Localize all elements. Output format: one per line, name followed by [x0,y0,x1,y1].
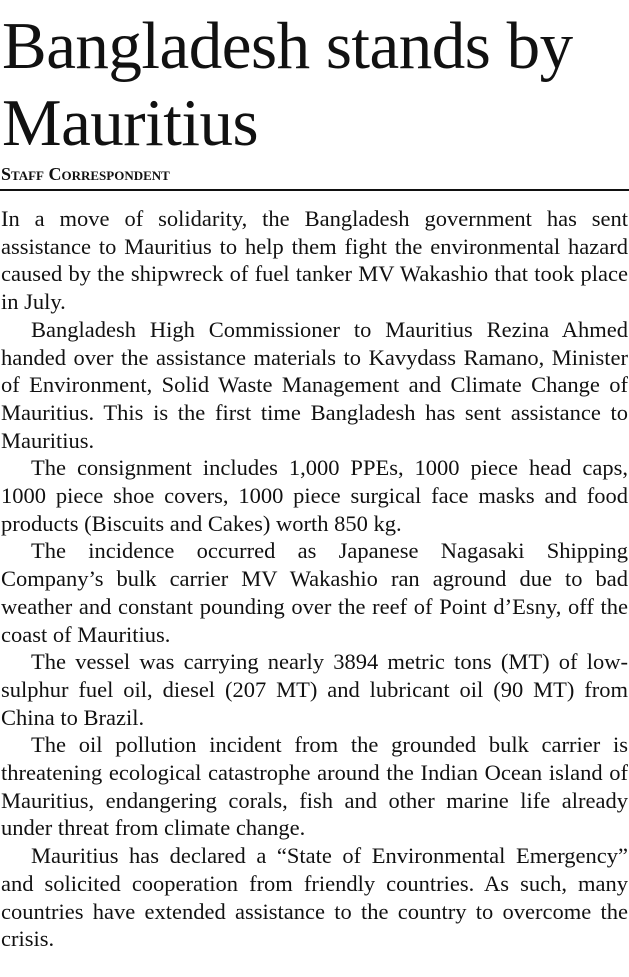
paragraph: The vessel was carrying nearly 3894 metric tons (MT) of low-sulphur fuel oil, diesel (207 MT) and lubricant oil (90 MT) from China to Brazil. [1,649,628,730]
paragraph: In a move of solidarity, the Bangladesh government has sent assistance to Mauritius to help them fight the environmental hazard caused by the shipwreck of fuel tanker MV Wakashio that took place in July. [1,206,628,315]
paragraph: The incidence occurred as Japanese Nagasaki Shipping Company’s bulk carrier MV Wakashio ran aground due to bad weather and constant pounding over the reef of Point d’Esny, off the coast of Mauritius. [1,538,628,647]
headline: Bangladesh stands by Mauritius [2,9,573,160]
paragraph: The consignment includes 1,000 PPEs, 1000 piece head caps, 1000 piece shoe covers, 1000 piece surgical face masks and food products (Biscuits and Cakes) worth 850 kg. [1,455,628,536]
article-body [0,191,628,953]
paragraph: Mauritius has declared a “State of Environmental Emergency” and solicited cooperation from friendly countries. As such, many countries have extended assistance to the country to overcome the crisis. [1,843,628,952]
paragraph: The oil pollution incident from the grounded bulk carrier is threatening ecological catastrophe around the Indian Ocean island of Mauritius, endangering corals, fish and other marine life already under threat from climate change. [1,732,628,841]
paragraph: Bangladesh High Commissioner to Mauritius Rezina Ahmed handed over the assistance materials to Kavydass Ramano, Minister of Environment, Solid Waste Management and Climate Change of Mauritius. This is the first time Bangladesh has sent assistance to Mauritius. [1,316,628,453]
byline: Staff Correspondent [1,164,170,184]
